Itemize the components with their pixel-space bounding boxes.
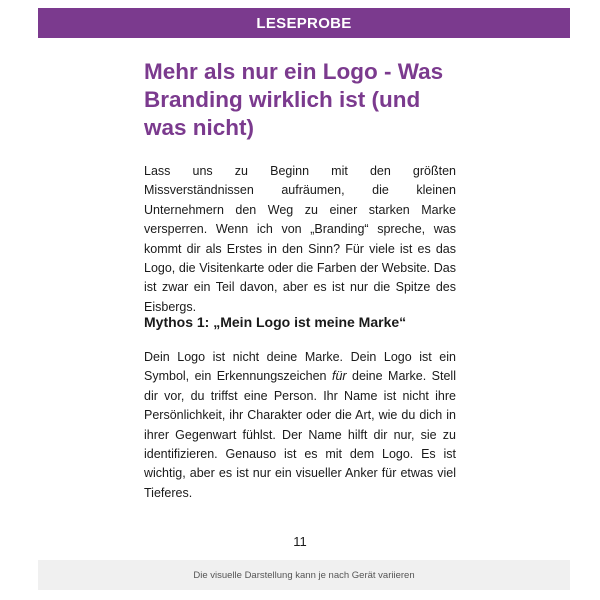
footer-note <box>38 560 570 590</box>
page-number: 11 <box>293 534 307 549</box>
section-text-before: Dein Logo ist nicht deine Marke. Dein Logo ist ein Symbol, ein Erkennungszeichen <box>144 350 456 384</box>
section-paragraph <box>144 348 456 503</box>
section-heading: Mythos 1: „Mein Logo ist meine Marke“ <box>144 314 407 330</box>
chapter-title: Mehr als nur ein Logo - Was Branding wirklich ist (und was nicht) <box>144 59 444 140</box>
page-content <box>144 58 456 500</box>
footer-note-text: Die visuelle Darstellung kann je nach Gerät variieren <box>193 569 415 581</box>
banner-label: LESEPROBE <box>256 14 352 32</box>
intro-paragraph: Lass uns zu Beginn mit den größten Missverständnissen aufräumen, die kleinen Unternehmern den Weg zu einer starken Marke versperren. Wenn ich von „Branding“ spreche, was kommt dir als Erstes in den Sinn? Für viele ist es das Logo, die Visitenkarte oder die Farben der Website. Das ist zwar ein Teil davon, aber es ist nur die Spitze des Eisbergs. <box>144 164 456 314</box>
section-text-emphasis: für <box>331 369 347 384</box>
section-text-after: deine Marke. Stell dir vor, du triffst eine Person. Ihr Name ist nicht ihre Persönlichkeit, ihr Charakter oder die Art, wie du dich in ihrer Gegenwart fühlst. Der Name hilft dir nur, sie zu identifizieren. Genauso ist es mit dem Logo. Es ist wichtig, aber es ist nur ein visueller Anker für etwas viel Tieferes. <box>144 369 456 500</box>
preview-banner <box>38 8 570 38</box>
